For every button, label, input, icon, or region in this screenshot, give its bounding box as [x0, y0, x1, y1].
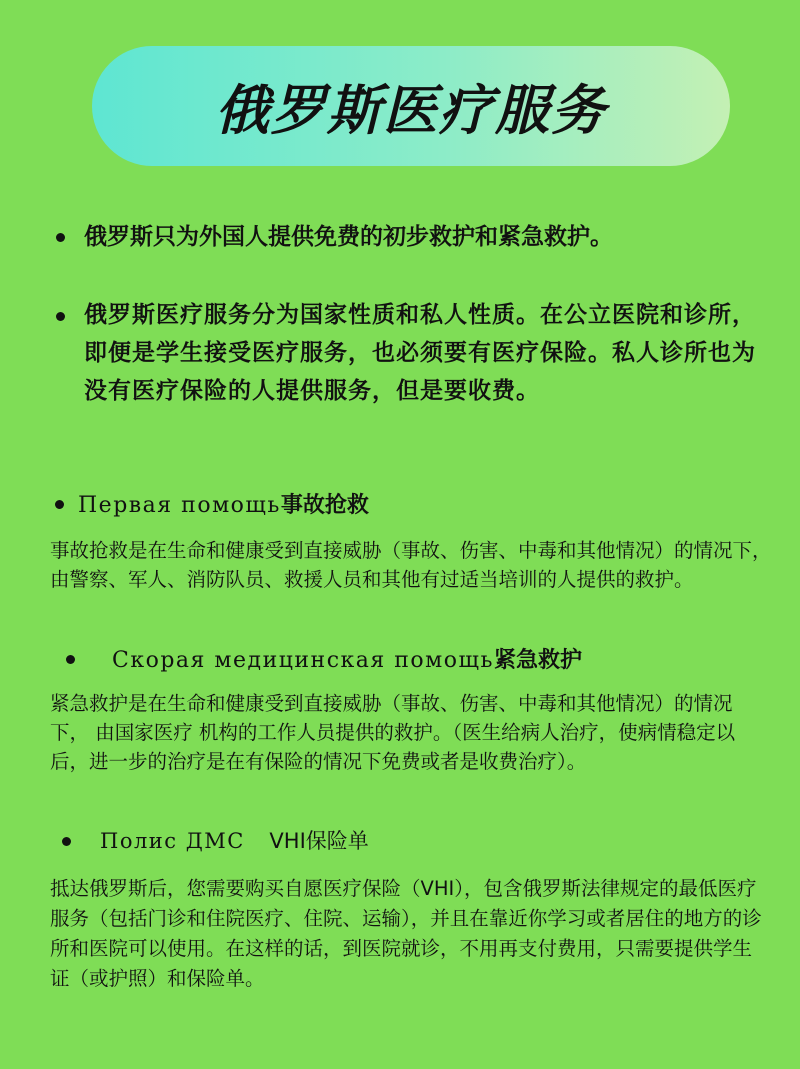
section-body-emergency: 紧急救护是在生命和健康受到直接威胁（事故、伤害、中毒和其他情况）的情况下， 由国家医疗 机构的工作人员提供的救护。（医生给病人治疗，使病情稳定以后，进一步的治疗是在有保险的情况下免费或者是收费治疗）。 [50, 692, 736, 773]
bullet-dot [56, 233, 65, 242]
bullet-dot [55, 500, 64, 509]
heading-zh: VHI保险单 [269, 829, 369, 853]
heading-ru: Первая помощь [78, 493, 281, 518]
bullet-service-types: 俄罗斯医疗服务分为国家性质和私人性质。在公立医院和诊所，即便是学生接受医疗服务，也必须要有医疗保险。私人诊所也为没有医疗保险的人提供服务，但是要收费。 [84, 302, 756, 404]
bullet-dot [56, 312, 65, 321]
title-banner [92, 46, 730, 166]
heading-zh: 紧急救护 [493, 648, 582, 673]
heading-ru: Полис ДМС [100, 829, 245, 853]
section-body-vhi: 抵达俄罗斯后，您需要购买自愿医疗保险（VHI），包含俄罗斯法律规定的最低医疗服务（包括门诊和住院医疗、住院、运输），并且在靠近你学习或者居住的地方的诊所和医院可以使用。在这样的话，到医院就诊，不用再支付费用，只需要提供学生证（或护照）和保险单。 [50, 877, 762, 990]
section-body-first-aid: 事故抢救是在生命和健康受到直接威胁（事故、伤害、中毒和其他情况）的情况下，由警察、军人、消防队员、救援人员和其他有过适当培训的人提供的救护。 [50, 539, 772, 591]
section-heading-vhi [100, 825, 369, 855]
heading-zh: 事故抢救 [280, 493, 369, 518]
section-heading-emergency [112, 643, 582, 674]
section-heading-first-aid [78, 488, 369, 519]
bullet-free-care: 俄罗斯只为外国人提供免费的初步救护和紧急救护。 [84, 224, 613, 250]
bullet-dot [62, 837, 71, 846]
bullet-dot [66, 655, 75, 664]
page-title: 俄罗斯医疗服务 [215, 77, 607, 142]
heading-ru: Скорая медицинская помощь [112, 648, 494, 673]
